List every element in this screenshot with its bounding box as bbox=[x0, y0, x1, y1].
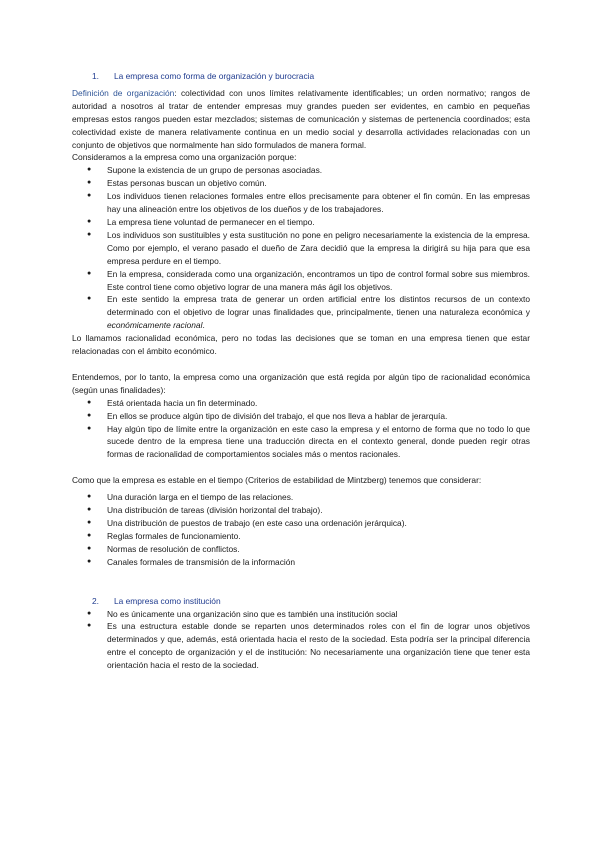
list-item: ● Una distribución de tareas (división horizontal del trabajo). bbox=[72, 504, 530, 517]
understand-paragraph: Entendemos, por lo tanto, la empresa como una organización que está regida por algún tipo de racionalidad económica (según unas finalidades): bbox=[72, 371, 530, 395]
list-item: ● Reglas formales de funcionamiento. bbox=[72, 530, 530, 543]
institution-list bbox=[72, 608, 530, 673]
list-item: ● Hay algún tipo de límite entre la organización en este caso la empresa y el entorno de forma que no todo lo que sucede dentro de la empresa tiene una traducción directa en el contexto general, donde pueden regir otras formas de racionalidad de comportamientos sociales más o mentos racionales. bbox=[72, 423, 530, 462]
list-item: ● Canales formales de transmisión de la información bbox=[72, 556, 530, 569]
list-item: ● Una distribución de puestos de trabajo (en este caso una ordenación jerárquica). bbox=[72, 517, 530, 530]
section-2-title: La empresa como institución bbox=[114, 595, 221, 606]
list-item: ● No es únicamente una organización sino que es también una institución social bbox=[72, 608, 530, 621]
list-item bbox=[72, 293, 530, 332]
list-item: ● En ellos se produce algún tipo de división del trabajo, el que nos lleva a hablar de jerarquía. bbox=[72, 410, 530, 423]
list-item: ● Estas personas buscan un objetivo común. bbox=[72, 177, 530, 190]
section-1-title: La empresa como forma de organización y burocracia bbox=[114, 71, 315, 81]
section-2-heading bbox=[72, 595, 530, 608]
last-reason-emphasis: económicamente racional bbox=[107, 320, 203, 331]
stable-list bbox=[72, 491, 530, 568]
section-2-number: 2. bbox=[92, 595, 99, 606]
list-item: ● Los individuos tienen relaciones formales entre ellos precisamente para obtener el fin común. En las empresas hay una alineación entre los objetivos de los dueños y de los trabajadores. bbox=[72, 190, 530, 216]
reasons-list bbox=[72, 164, 530, 332]
definition-label: Definición de organización bbox=[72, 87, 175, 98]
last-reason-text: En este sentido la empresa trata de generar un orden artificial entre los distintos recursos de un contexto determinado con el objetivo de lograr unas finalidades que, principalmente, tienen una naturaleza económica y bbox=[107, 294, 530, 318]
list-item: ● Los individuos son sustituibles y esta sustitución no pone en peligro necesariamente la existencia de la empresa. Como por ejemplo, el verano pasado el dueño de Zara decidió que la empresa la dirigirá su hija para que esa empresa perdure en el tiempo. bbox=[72, 229, 530, 268]
definition-paragraph bbox=[72, 87, 530, 152]
list-item: ● Es una estructura estable donde se reparten unos determinados roles con el fin de lograr unos objetivos determinados y que, además, está orientada hacia el resto de la sociedad. Esta podría ser la principal diferencia entre el concepto de organización y el de institución: No necesariamente una organización tiene que tener esta orientación hacia el resto de la sociedad. bbox=[72, 620, 530, 672]
section-1-heading bbox=[72, 70, 530, 83]
understand-list bbox=[72, 397, 530, 462]
definition-text: : colectividad con unos límites relativamente identificables; un orden normativo; rangos de autoridad a nosotros al tratar de entender empresas muy grandes pueden ser evidentes, en cambio en pequeñas empresas estos rangos pueden estar mezclados; sistemas de comunicación y sistemas de pertenencia coordinados; esta colectividad existe de manera relativamente continua en un medio social y desarrolla actividades relacionadas con un conjunto de objetivos que normalmente han sido formulados de manera formal. bbox=[72, 87, 530, 150]
consider-intro: Consideramos a la empresa como una organización porque: bbox=[72, 152, 297, 163]
list-item: ● En la empresa, considerada como una organización, encontramos un tipo de control formal sobre sus miembros. Este control tiene como objetivo lograr de una manera más ágil los objetivos. bbox=[72, 268, 530, 294]
list-item: ● Normas de resolución de conflictos. bbox=[72, 543, 530, 556]
last-reason-end: . bbox=[202, 320, 205, 331]
rationality-paragraph: Lo llamamos racionalidad económica, pero no todas las decisiones que se toman en una empresa tienen que estar relacionadas con el ámbito económico. bbox=[72, 333, 530, 357]
list-item: ● La empresa tiene voluntad de permanecer en el tiempo. bbox=[72, 216, 530, 229]
section-1-number: 1. bbox=[92, 71, 99, 81]
list-item: ● Supone la existencia de un grupo de personas asociadas. bbox=[72, 164, 530, 177]
document-body bbox=[72, 70, 530, 672]
list-item: ● Una duración larga en el tiempo de las relaciones. bbox=[72, 491, 530, 504]
list-item: ● Está orientada hacia un fin determinado. bbox=[72, 397, 530, 410]
stable-paragraph: Como que la empresa es estable en el tiempo (Criterios de estabilidad de Mintzberg) tenemos que considerar: bbox=[72, 475, 482, 486]
